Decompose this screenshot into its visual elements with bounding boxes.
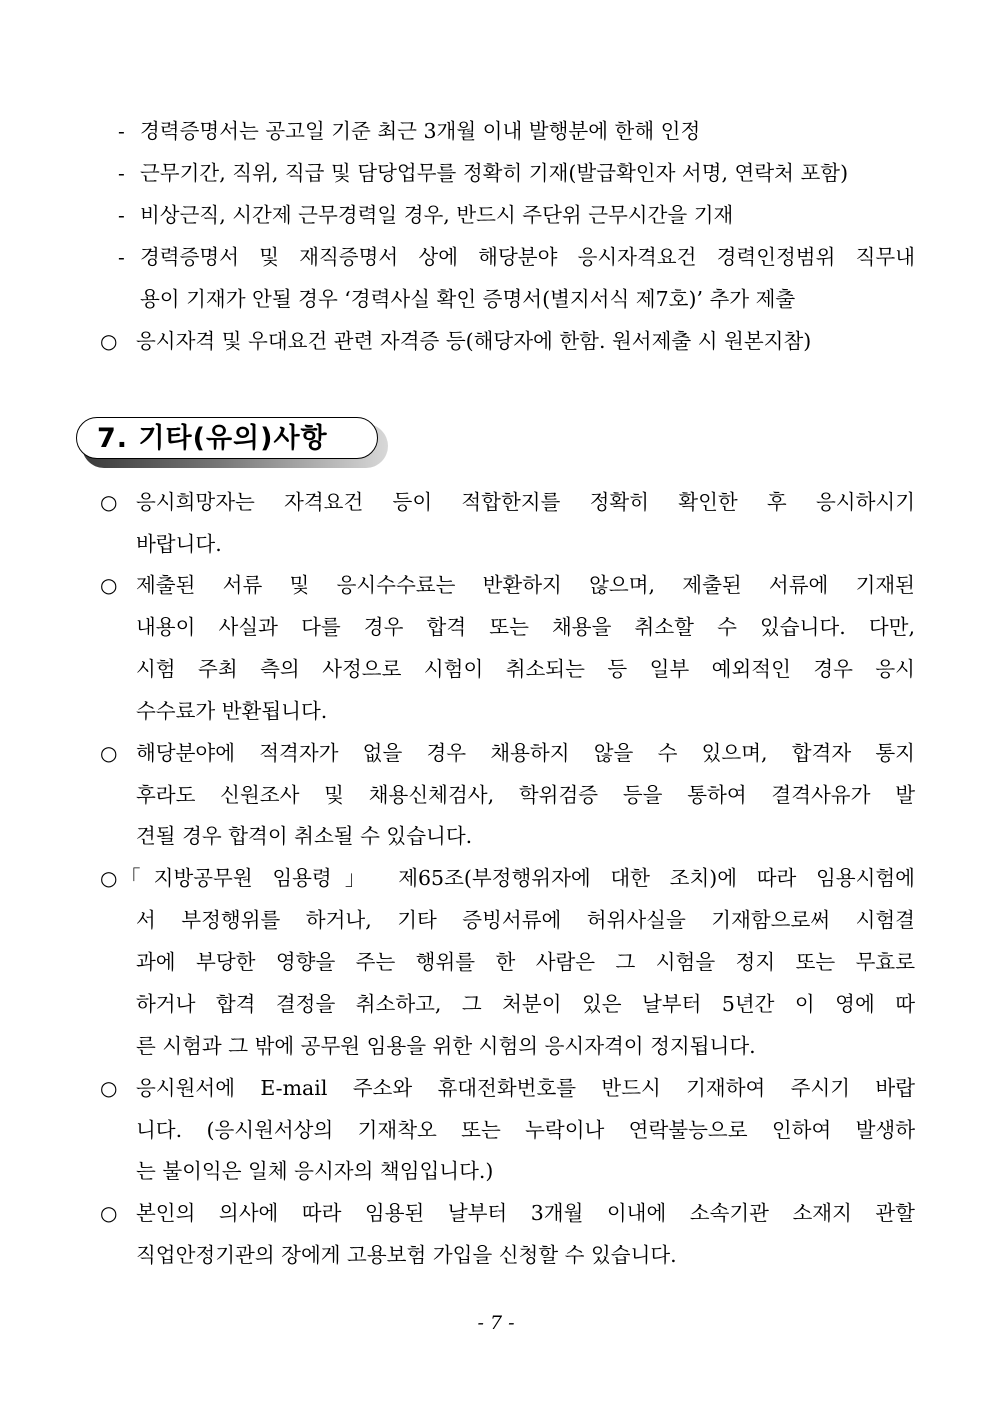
circle-bullet-icon: ○ bbox=[100, 1201, 118, 1225]
dash-item-text: 경력증명서 및 재직증명서 상에 해당분야 응시자격요건 경력인정범위 직무내 bbox=[140, 245, 915, 269]
circle-bullet-icon: ○ bbox=[100, 490, 118, 514]
item-text: 응시원서에 E-mail 주소와 휴대전화번호를 반드시 기재하여 주시기 바랍 bbox=[136, 1076, 915, 1100]
page-number: - 7 - bbox=[477, 1312, 515, 1334]
item-text: 본인의 의사에 따라 임용된 날부터 3개월 이내에 소속기관 소재지 관할 bbox=[136, 1201, 915, 1225]
dash-item-text: 근무기간, 직위, 직급 및 담당업무를 정확히 기재(발급확인자 서명, 연락처 포함) bbox=[140, 161, 849, 185]
item-text: 과에 부당한 영향을 주는 행위를 한 사람은 그 시험을 정지 또는 무효로 bbox=[136, 950, 915, 974]
item-text: 하거나 합격 결정을 취소하고, 그 처분이 있은 날부터 5년간 이 영에 따 bbox=[136, 992, 915, 1016]
dash-item-text: 경력증명서는 공고일 기준 최근 3개월 이내 발행분에 한해 인정 bbox=[140, 119, 701, 143]
heading-box bbox=[76, 417, 378, 459]
item-text: 내용이 사실과 다를 경우 합격 또는 채용을 취소할 수 있습니다. 다만, bbox=[136, 615, 915, 639]
item-text: 수수료가 반환됩니다. bbox=[136, 699, 328, 723]
item-text: 는 불이익은 일체 응시자의 책임입니다.) bbox=[136, 1159, 494, 1183]
dash-item-text: 비상근직, 시간제 근무경력일 경우, 반드시 주단위 근무시간을 기재 bbox=[140, 203, 734, 227]
item-text: 바랍니다. bbox=[136, 532, 222, 556]
item-text: 시험 주최 측의 사정으로 시험이 취소되는 등 일부 예외적인 경우 응시 bbox=[136, 657, 915, 681]
circle-item-text: 응시자격 및 우대요건 관련 자격증 등(해당자에 한함. 원서제출 시 원본지참) bbox=[136, 329, 812, 353]
dash-item-text: 용이 기재가 안될 경우 ‘경력사실 확인 증명서(별지서식 제7호)’ 추가 제출 bbox=[140, 287, 796, 311]
dash-marker: - bbox=[118, 161, 125, 185]
dash-marker: - bbox=[118, 245, 125, 269]
item-text: 니다. (응시원서상의 기재착오 또는 누락이나 연락불능으로 인하여 발생하 bbox=[136, 1118, 915, 1142]
item-text: 른 시험과 그 밖에 공무원 임용을 위한 시험의 응시자격이 정지됩니다. bbox=[136, 1034, 756, 1058]
circle-bullet-icon: ○ bbox=[100, 741, 118, 765]
item-text: 서 부정행위를 하거나, 기타 증빙서류에 허위사실을 기재함으로써 시험결 bbox=[136, 908, 915, 932]
item-text: 응시희망자는 자격요건 등이 적합한지를 정확히 확인한 후 응시하시기 bbox=[136, 490, 915, 514]
item-text: 직업안정기관의 장에게 고용보험 가입을 신청할 수 있습니다. bbox=[136, 1243, 677, 1267]
item-text: 해당분야에 적격자가 없을 경우 채용하지 않을 수 있으며, 합격자 통지 bbox=[136, 741, 915, 765]
dash-marker: - bbox=[118, 203, 125, 227]
circle-bullet-icon: ○ bbox=[100, 1076, 118, 1100]
circle-bullet-icon: ○ bbox=[100, 329, 118, 353]
item-text: 견될 경우 합격이 취소될 수 있습니다. bbox=[136, 824, 473, 848]
section-heading bbox=[76, 417, 388, 467]
item-text: 후라도 신원조사 및 채용신체검사, 학위검증 등을 통하여 결격사유가 발 bbox=[136, 783, 915, 807]
circle-bullet-icon: ○ bbox=[100, 866, 118, 890]
dash-marker: - bbox=[118, 119, 125, 143]
section-title: 7. 기타(유의)사항 bbox=[97, 423, 328, 454]
circle-bullet-icon: ○ bbox=[100, 573, 118, 597]
item-text: 「지방공무원 임용령」 제65조(부정행위자에 대한 조치)에 따라 임용시험에 bbox=[120, 866, 915, 890]
item-text: 제출된 서류 및 응시수수료는 반환하지 않으며, 제출된 서류에 기재된 bbox=[136, 573, 915, 597]
